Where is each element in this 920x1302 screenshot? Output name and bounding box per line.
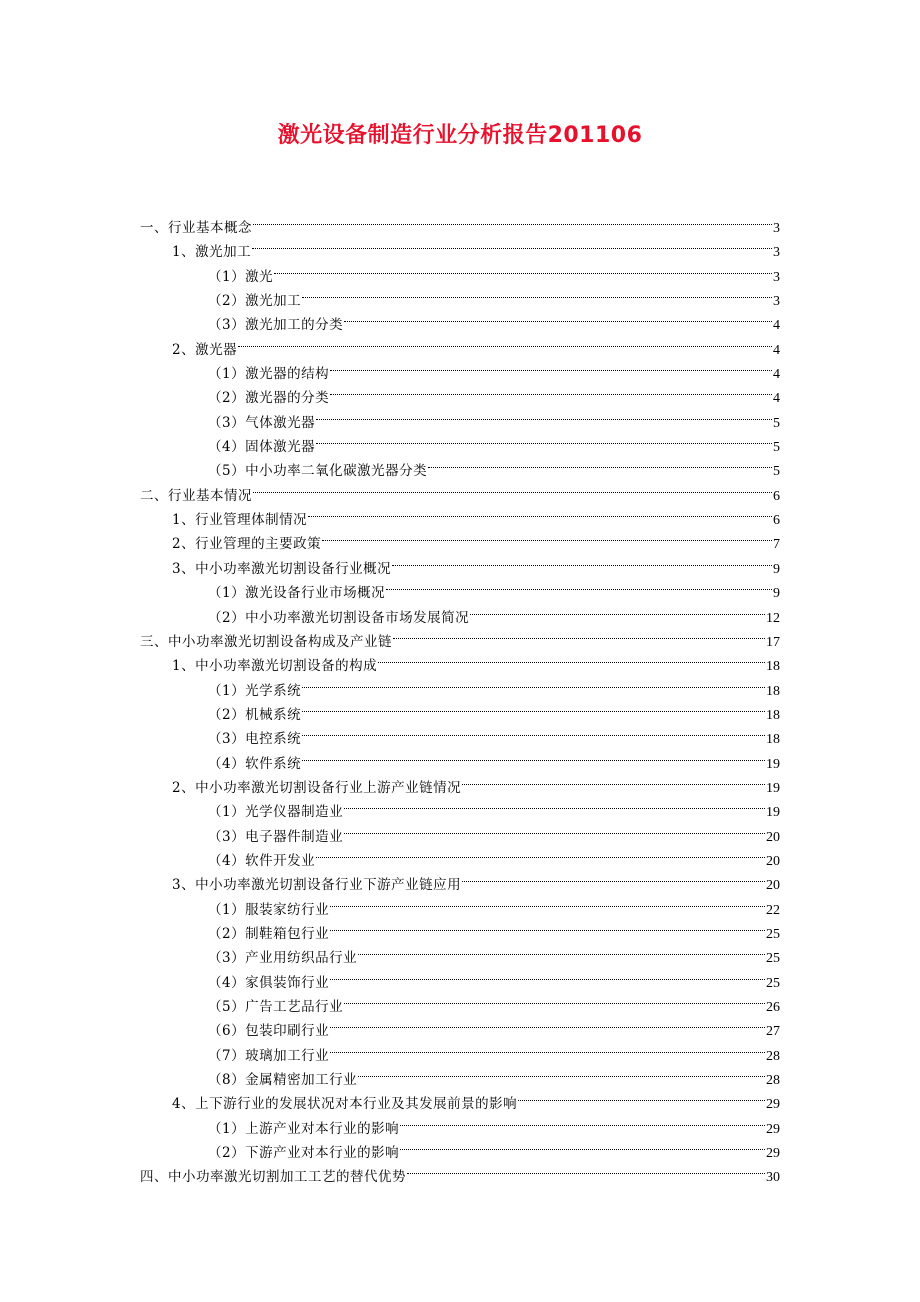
toc-entry-page-number: 6	[773, 513, 780, 529]
toc-entry-label: 2、行业管理的主要政策	[172, 536, 322, 553]
toc-entry-label: （1）上游产业对本行业的影响	[208, 1120, 400, 1137]
toc-entry-page-number: 20	[766, 878, 780, 894]
toc-entry-page-number: 25	[766, 951, 780, 967]
toc-leader-dots	[393, 622, 765, 646]
toc-entry-page-number: 19	[766, 756, 780, 772]
toc-leader-dots	[358, 938, 765, 962]
toc-entry-label: 四、中小功率激光切割加工工艺的替代优势	[140, 1169, 406, 1186]
document-title: 激光设备制造行业分析报告201106	[277, 123, 643, 148]
toc-entry-label: （1）激光器的结构	[208, 366, 330, 383]
toc-entry-page-number: 26	[766, 1000, 780, 1015]
toc-entry-page-number: 4	[773, 342, 780, 358]
toc-entry-label: 3、中小功率激光切割设备行业下游产业链应用	[172, 877, 462, 894]
toc-entry-label: 1、激光加工	[172, 244, 252, 261]
toc-entry-label: （2）下游产业对本行业的影响	[208, 1145, 400, 1162]
toc-entry-label: （5）广告工艺品行业	[208, 999, 344, 1015]
toc-entry-page-number: 27	[766, 1024, 780, 1040]
toc-entry-page-number: 3	[773, 269, 780, 285]
toc-entry-label: （4）软件系统	[208, 755, 302, 772]
toc-entry-page-number: 29	[766, 1146, 780, 1162]
toc-leader-dots	[470, 598, 765, 622]
toc-entry-page-number: 30	[766, 1170, 780, 1186]
toc-entry-page-number: 12	[766, 610, 780, 626]
toc-entry-page-number: 17	[766, 634, 780, 650]
toc-leader-dots	[316, 841, 765, 865]
toc-entry-label: （1）光学系统	[208, 682, 302, 699]
toc-entry-label: （3）电控系统	[208, 731, 302, 748]
toc-leader-dots	[302, 671, 765, 695]
toc-entry-page-number: 29	[766, 1097, 780, 1113]
toc-entry-label: 4、上下游行业的发展状况对本行业及其发展前景的影响	[172, 1096, 518, 1113]
toc-leader-dots	[322, 524, 772, 548]
toc-entry-label: （1）服装家纺行业	[208, 901, 330, 918]
toc-entry[interactable]	[140, 208, 780, 236]
toc-entry-label: （8）金属精密加工行业	[208, 1072, 358, 1089]
toc-entry-page-number: 7	[773, 537, 780, 553]
toc-entry-page-number: 25	[766, 926, 780, 942]
toc-entry-page-number: 5	[773, 440, 780, 456]
toc-leader-dots	[302, 695, 765, 719]
toc-entry-label: （3）激光加工的分类	[208, 317, 344, 334]
toc-entry-label: （3）气体激光器	[208, 414, 316, 431]
toc-leader-dots	[518, 1084, 765, 1108]
toc-entry-label: （2）中小功率激光切割设备市场发展简况	[208, 609, 470, 626]
toc-leader-dots	[400, 1109, 765, 1133]
toc-entry-label: （1）光学仪器制造业	[208, 804, 344, 821]
toc-entry-label: 1、行业管理体制情况	[172, 512, 308, 529]
toc-entry-label: （1）激光	[208, 268, 274, 285]
toc-entry-page-number: 25	[766, 975, 780, 991]
toc-leader-dots	[344, 792, 765, 816]
toc-entry-label: （2）激光加工	[208, 293, 302, 310]
toc-entry-label: 2、中小功率激光切割设备行业上游产业链情况	[172, 779, 462, 796]
toc-entry-page-number: 28	[766, 1073, 780, 1089]
toc-entry-label: （2）机械系统	[208, 706, 302, 723]
toc-entry-label: 3、中小功率激光切割设备行业概况	[172, 560, 392, 577]
toc-entry-page-number: 22	[766, 902, 780, 918]
toc-leader-dots	[330, 1011, 765, 1035]
toc-entry-page-number: 19	[766, 805, 780, 821]
toc-leader-dots	[378, 646, 765, 670]
toc-leader-dots	[392, 549, 772, 573]
toc-leader-dots	[462, 768, 765, 792]
toc-entry-label: （4）软件开发业	[208, 852, 316, 869]
toc-leader-dots	[252, 232, 772, 256]
toc-leader-dots	[316, 427, 772, 451]
toc-entry-page-number: 18	[766, 659, 780, 675]
toc-leader-dots	[428, 451, 772, 475]
toc-leader-dots	[330, 354, 772, 378]
toc-entry-label: （4）固体激光器	[208, 439, 316, 456]
toc-entry-label: 三、中小功率激光切割设备构成及产业链	[140, 633, 392, 650]
toc-entry-label: （3）电子器件制造业	[208, 828, 344, 845]
toc-leader-dots	[330, 914, 765, 938]
toc-leader-dots	[344, 817, 765, 841]
toc-entry-page-number: 3	[773, 245, 780, 261]
toc-entry-page-number: 9	[773, 561, 780, 577]
toc-leader-dots	[462, 865, 765, 889]
toc-entry-page-number: 4	[773, 367, 780, 383]
toc-leader-dots	[386, 573, 772, 597]
table-of-contents	[140, 208, 780, 1186]
toc-entry-page-number: 19	[766, 780, 780, 796]
toc-leader-dots	[330, 963, 765, 987]
toc-entry-page-number: 18	[766, 683, 780, 699]
toc-leader-dots	[330, 378, 772, 402]
toc-leader-dots	[253, 208, 772, 232]
toc-entry-page-number: 5	[773, 464, 780, 480]
toc-entry-page-number: 3	[773, 221, 780, 236]
toc-leader-dots	[302, 281, 772, 305]
toc-entry-label: （7）玻璃加工行业	[208, 1047, 330, 1064]
toc-entry-page-number: 4	[773, 318, 780, 334]
toc-leader-dots	[302, 719, 765, 743]
toc-entry-label: 2、激光器	[172, 341, 238, 358]
toc-entry-label: （5）中小功率二氧化碳激光器分类	[208, 463, 428, 480]
toc-leader-dots	[344, 305, 772, 329]
toc-entry-label: （2）激光器的分类	[208, 390, 330, 407]
toc-leader-dots	[316, 403, 772, 427]
toc-entry-page-number: 28	[766, 1048, 780, 1064]
toc-leader-dots	[253, 476, 772, 500]
toc-leader-dots	[407, 1157, 765, 1181]
toc-leader-dots	[358, 1060, 765, 1084]
toc-entry-page-number: 18	[766, 732, 780, 748]
toc-entry-page-number: 29	[766, 1121, 780, 1137]
toc-entry-page-number: 9	[773, 586, 780, 602]
toc-entry-label: 1、中小功率激光切割设备的构成	[172, 658, 378, 675]
toc-leader-dots	[238, 330, 772, 354]
toc-leader-dots	[302, 744, 765, 768]
toc-leader-dots	[274, 257, 772, 281]
toc-leader-dots	[308, 500, 772, 524]
toc-entry-page-number: 6	[773, 488, 780, 504]
toc-entry-page-number: 20	[766, 853, 780, 869]
toc-leader-dots	[330, 1036, 765, 1060]
toc-entry-label: （2）制鞋箱包行业	[208, 925, 330, 942]
toc-entry-label: （4）家俱装饰行业	[208, 974, 330, 991]
toc-leader-dots	[400, 1133, 765, 1157]
toc-entry-label: 一、行业基本概念	[140, 220, 252, 236]
toc-entry-label: 二、行业基本情况	[140, 487, 252, 504]
toc-entry-label: （3）产业用纺织品行业	[208, 950, 358, 967]
toc-entry-label: （1）激光设备行业市场概况	[208, 585, 386, 602]
toc-entry-label: （6）包装印刷行业	[208, 1023, 330, 1040]
toc-entry-page-number: 4	[773, 391, 780, 407]
toc-leader-dots	[330, 890, 765, 914]
toc-entry-page-number: 5	[773, 415, 780, 431]
toc-entry-page-number: 20	[766, 829, 780, 845]
toc-leader-dots	[344, 987, 765, 1011]
toc-entry-page-number: 18	[766, 707, 780, 723]
toc-entry-page-number: 3	[773, 294, 780, 310]
